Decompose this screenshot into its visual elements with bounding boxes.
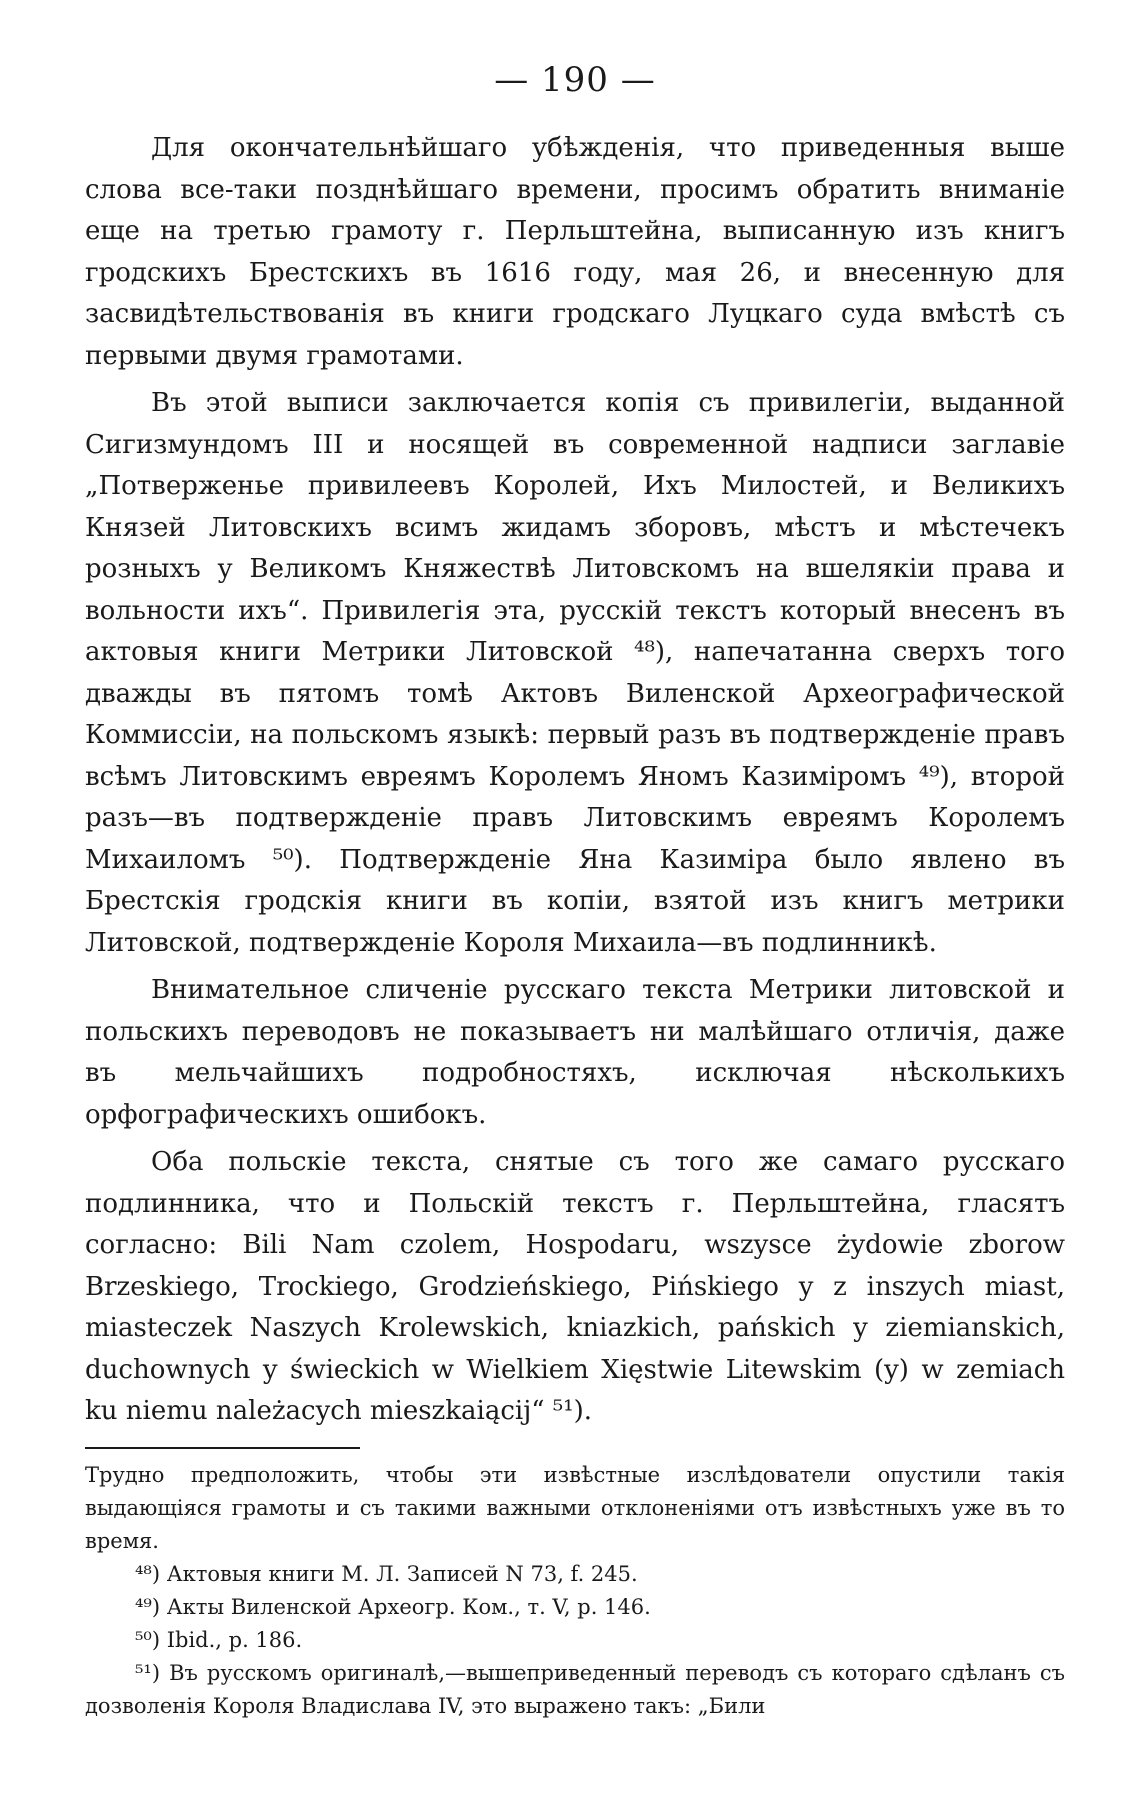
page-number: — 190 — xyxy=(494,60,656,100)
footnotes xyxy=(85,1459,1065,1723)
paragraph: Оба польскіе текста, снятые съ того же самаго русскаго подлинника, что и Польскій текстъ г. Перльштейна, гласятъ согласно: Bili Nam czolem, Hospodaru, wszysce żydowie zborow Brzeskiego, Trockiego, Grodzieńskiego, Pińskiego y z inszych miast, miasteczek Naszych Krolewskich, kniazkich, pańskich y ziemianskich, duchownych y świeckich w Wielkiem Xięstwie Litewskim (y) w zemiach ku niemu należacych mieszkaiącij“ ⁵¹). xyxy=(85,1147,1065,1426)
footnote-continuation: Трудно предположить, чтобы эти извѣстные изслѣдователи опустили такія выдающіяся грамоты и съ такими важными отклоненіями отъ извѣстныхъ уже въ то время. xyxy=(85,1462,1065,1553)
paragraph: Для окончательнѣйшаго убѣжденія, что приведенныя выше слова все-таки позднѣйшаго времени, просимъ обратить вниманіе еще на третью грамоту г. Перльштейна, выписанную изъ книгъ гродскихъ Брестскихъ въ 1616 году, мая 26, и внесенную для засвидѣтельствованія въ книги гродскаго Луцкаго суда вмѣстѣ съ первыми двумя грамотами. xyxy=(85,133,1065,371)
footnote-50: ⁵⁰) Ibid., p. 186. xyxy=(135,1627,303,1652)
main-text xyxy=(85,128,1065,1433)
footnote-separator xyxy=(85,1447,360,1449)
paragraph: Внимательное сличеніе русскаго текста Метрики литовской и польскихъ переводовъ не показываетъ ни малѣйшаго отличія, даже въ мельчайшихъ подробностяхъ, исключая нѣсколькихъ орфографическихъ ошибокъ. xyxy=(85,975,1065,1130)
footnote-51: ⁵¹) Въ русскомъ оригиналѣ,—вышеприведенный переводъ съ котораго сдѣланъ съ дозволенія Короля Владислава IV, это выражено такъ: „Били xyxy=(85,1660,1065,1718)
footnote-48: ⁴⁸) Актовыя книги М. Л. Записей N 73, f. 245. xyxy=(135,1561,638,1586)
paragraph: Въ этой выписи заключается копія съ привилегіи, выданной Сигизмундомъ III и носящей въ современной надписи заглавіе „Потверженье привилеевъ Королей, Ихъ Милостей, и Великихъ Князей Литовскихъ всимъ жидамъ зборовъ, мѣстъ и мѣстечекъ розныхъ у Великомъ Княжествѣ Литовскомъ на вшелякіи права и вольности ихъ“. Привилегія эта, русскій текстъ который внесенъ въ актовыя книги Метрики Литовской ⁴⁸), напечатанна сверхъ того дважды въ пятомъ томѣ Актовъ Виленской Археографической Коммиссіи, на польскомъ языкѣ: первый разъ въ подтвержденіе правъ всѣмъ Литовскимъ евреямъ Королемъ Яномъ Казиміромъ ⁴⁹), второй разъ—въ подтвержденіе правъ Литовскимъ евреямъ Королемъ Михаиломъ ⁵⁰). Подтвержденіе Яна Казиміра было явлено въ Брестскія гродскія книги въ копіи, взятой изъ книгъ метрики Литовской, подтвержденіе Короля Михаила—въ подлинникѣ. xyxy=(85,388,1065,958)
footnote-49: ⁴⁹) Акты Виленской Археогр. Ком., т. V, p. 146. xyxy=(135,1594,651,1619)
